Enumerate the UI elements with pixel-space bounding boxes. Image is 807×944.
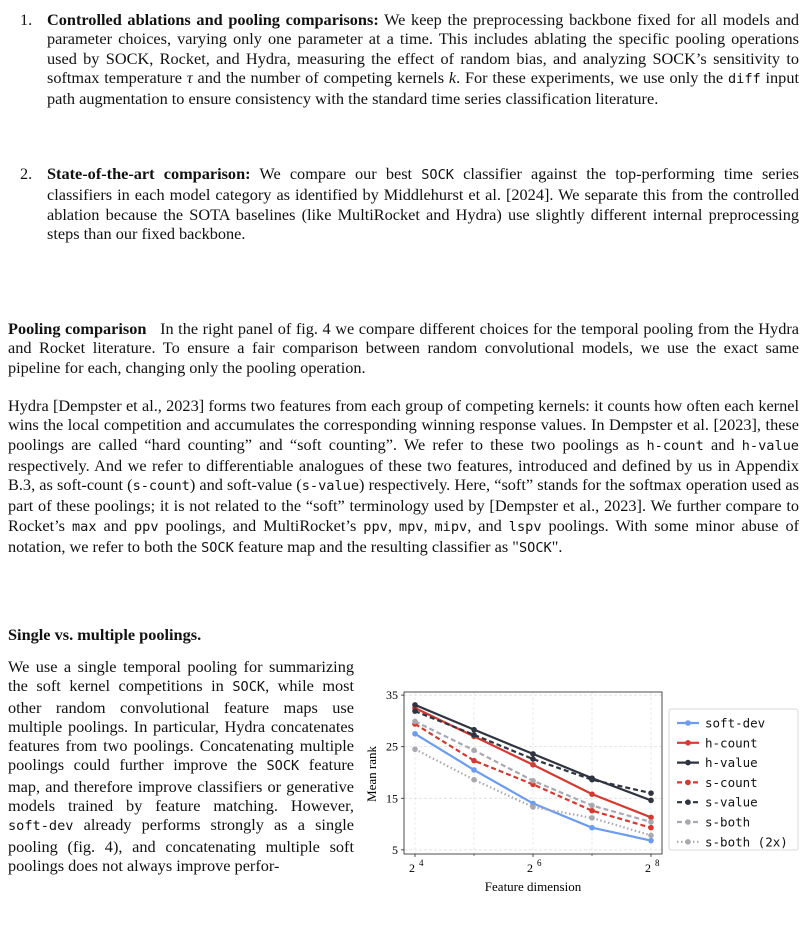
- code-sock: SOCK: [421, 167, 454, 183]
- x-tick-label: 2: [527, 861, 533, 875]
- code-mpv: mpv: [398, 518, 424, 535]
- data-point: [648, 833, 654, 839]
- y-tick-label: 25: [386, 739, 398, 754]
- legend-label: soft-dev: [705, 715, 766, 731]
- code-max: max: [71, 518, 97, 535]
- data-point: [471, 758, 477, 764]
- data-point: [530, 778, 536, 784]
- legend-marker: [685, 780, 691, 786]
- data-point: [471, 727, 477, 733]
- legend-label: s-count: [705, 774, 758, 790]
- data-point: [412, 731, 418, 737]
- legend-marker: [685, 819, 691, 825]
- code-s-count: s-count: [132, 478, 190, 495]
- data-point: [412, 708, 418, 714]
- list-text: and the number of competing kernels: [192, 67, 449, 87]
- legend-marker: [685, 839, 691, 845]
- data-point: [648, 838, 654, 844]
- legend-label: s-both (2x): [705, 834, 788, 850]
- legend-label: s-value: [705, 794, 758, 810]
- x-tick-label: 2: [645, 861, 651, 875]
- legend-marker: [685, 760, 691, 766]
- y-axis-label: Mean rank: [364, 746, 379, 802]
- code-lspv: lspv: [508, 518, 542, 535]
- list-text: . For these experiments, we use only the: [456, 67, 728, 87]
- data-point: [648, 790, 654, 796]
- data-point: [530, 804, 536, 810]
- x-tick-exponent: 6: [537, 858, 542, 868]
- legend-label: h-value: [705, 755, 758, 771]
- hydra-paragraph: Hydra [Dempster et al., 2023] forms two features from each group of competing kernels: it counts how often each kernel wins the local competition and accumulates the corresponding winning response values. In Dempster et al. [2023], these poolings are called “hard counting” and “soft counting”. We refer to these two poolings as h-count and h-value respectively. And we refer to differentiable analogues of these two features, introduced and defined by us in Appendix B.3, as soft-count (s-count) and soft-value (s-value) respectively. Here, “soft” stands for the softmax operation used as part of these poolings; it is not related to the “soft” terminology used by [Dempster et al., 2023]. We further compare to Rocket’s max and ppv poolings, and MultiRocket’s ppv, mpv, mipv, and lspv poolings. With some minor abuse of notation, we refer to both the SOCK feature map and the resulting classifier as "SOCK".: [8, 396, 800, 557]
- axis-layer: [386, 688, 660, 875]
- data-point: [471, 777, 477, 783]
- softmax-op: softmax: [629, 475, 682, 495]
- list-item-2: [20, 164, 800, 243]
- legend-marker: [685, 799, 691, 805]
- list-text: We keep the preprocessing backbone fixed for all models and parameter choices, varying only one parameter at a time. This includes ablating the specific pooling operations used by SOCK, Rocket, and Hydra, measuring the effect of random bias, and analyzing SOCK’s sensitivity to softmax temperature: [47, 10, 799, 87]
- pooling-paragraph: [8, 319, 799, 377]
- list-item-title: State-of-the-art comparison:: [47, 164, 251, 183]
- legend-label: s-both: [705, 814, 751, 830]
- data-point: [589, 803, 595, 809]
- tau-symbol: τ: [186, 67, 193, 87]
- data-point: [530, 762, 536, 768]
- data-point: [648, 825, 654, 831]
- code-soft-dev: soft-dev: [8, 818, 74, 835]
- code-sock: SOCK: [518, 540, 552, 557]
- single-heading: Single vs. multiple poolings.: [8, 625, 202, 644]
- single-paragraph: We use a single temporal pooling for summarizing the soft kernel competitions in SOCK, while most other random convolutional feature maps use multiple poolings. In particular, Hydra concatenates features from two poolings. Concatenating multiple poolings could further improve the SOCK feature map, and therefore improve classifiers or generative models trained by feature matching. However, soft-dev already performs strongly as a single pooling (fig. 4), and concatenating multiple soft poolings does not always improve perfor-: [8, 657, 355, 875]
- chart-svg: [356, 683, 807, 940]
- x-axis-label: Feature dimension: [484, 879, 582, 894]
- data-point: [589, 825, 595, 831]
- list-item-1: [20, 10, 799, 109]
- y-tick-label: 5: [392, 842, 398, 857]
- code-ppv: ppv: [133, 518, 159, 535]
- mean-rank-chart: [356, 683, 807, 940]
- data-point: [471, 767, 477, 773]
- code-mipv: mipv: [434, 518, 468, 535]
- pooling-heading: Pooling comparison: [8, 319, 147, 338]
- code-sock: SOCK: [232, 679, 266, 696]
- data-point: [648, 819, 654, 825]
- list-text: input path augmentation to ensure consistency with the standard time series classification literature.: [47, 67, 799, 109]
- y-tick-label: 15: [386, 791, 398, 806]
- code-ppv: ppv: [363, 518, 388, 535]
- data-point: [530, 751, 536, 757]
- pooling-text: In the right panel of fig. 4 we compare different choices for the temporal pooling from the Hydra and Rocket literature. To ensure a fair comparison between random convolutional models, we use the exact same pipeline for each, changing only the pooling operation.: [8, 319, 799, 377]
- code-sock: SOCK: [201, 540, 234, 557]
- code-s-value: s-value: [301, 478, 360, 495]
- data-point: [412, 702, 418, 708]
- list-item-title: Controlled ablations and pooling comparisons:: [47, 10, 379, 29]
- code-h-value: h-value: [741, 437, 799, 454]
- legend: [669, 709, 798, 850]
- data-point: [589, 808, 595, 814]
- data-point: [471, 747, 477, 753]
- data-point: [589, 791, 595, 797]
- list-number: 1.: [20, 10, 33, 29]
- list-text: We compare our best: [250, 164, 422, 183]
- legend-label: h-count: [705, 735, 758, 751]
- code-sock: SOCK: [266, 758, 300, 775]
- x-tick-exponent: 8: [655, 858, 660, 868]
- x-tick-label: 2: [409, 861, 415, 875]
- list-number: 2.: [20, 164, 33, 183]
- data-point: [648, 798, 654, 804]
- data-point: [530, 756, 536, 762]
- x-tick-exponent: 4: [419, 858, 424, 868]
- k-symbol: k: [448, 67, 457, 87]
- code-h-count: h-count: [646, 437, 704, 454]
- legend-marker: [685, 740, 691, 746]
- list-text: classifier against the top-performing time series classifiers in each model category as identified by Middlehurst et al. [2024]. We separate this from the controlled ablation because the SOTA baselines (like MultiRocket and Hydra) use slightly different internal preprocessing steps than our fixed backbone.: [47, 164, 800, 243]
- data-point: [589, 815, 595, 821]
- data-point: [471, 732, 477, 738]
- data-point: [589, 777, 595, 783]
- data-point: [412, 719, 418, 725]
- data-point: [412, 746, 418, 752]
- code-diff: diff: [727, 70, 761, 87]
- y-tick-label: 35: [386, 688, 398, 703]
- legend-marker: [685, 720, 691, 726]
